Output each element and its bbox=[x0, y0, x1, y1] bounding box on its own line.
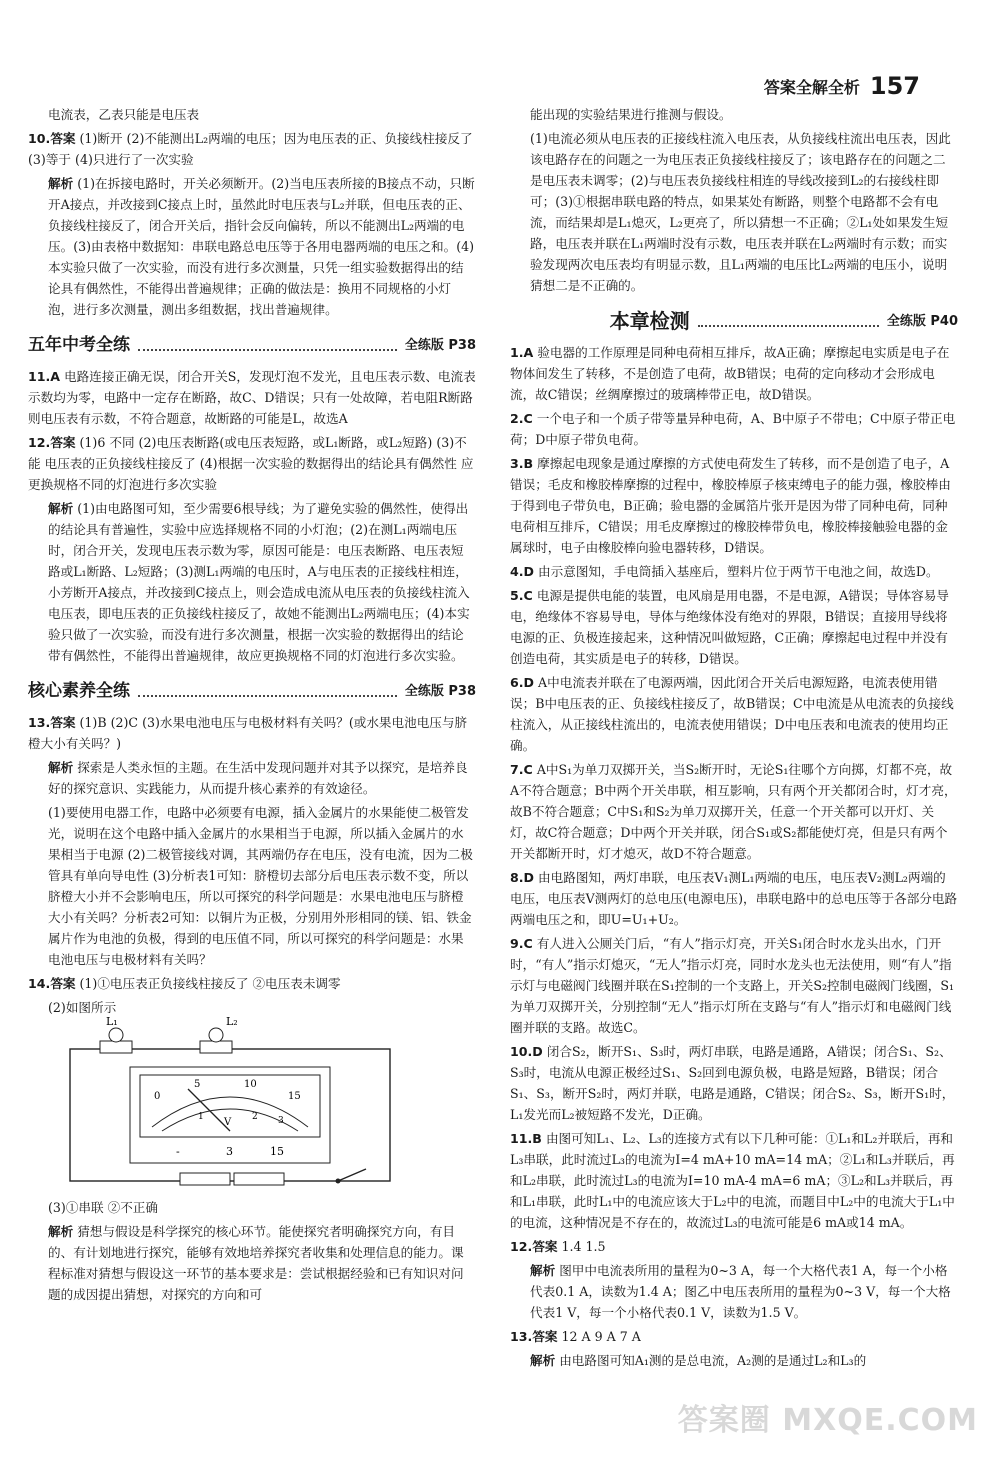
question-number: 12. bbox=[510, 1239, 533, 1254]
section-heading bbox=[28, 676, 476, 706]
explanation-10 bbox=[28, 173, 476, 320]
question-text: 由电路图知，两灯串联，电压表V₁测L₁两端的电压，电压表V₂测L₂两端的电压，电压表V测两灯的总电压(电源电压)，串联电路中的总电压等于各部分电路两端电压之和，即U=U₁+U₂。 bbox=[510, 870, 958, 927]
scale-label: 0 bbox=[154, 1091, 161, 1102]
question-number: 9.C bbox=[510, 936, 533, 951]
explanation-12b bbox=[510, 1260, 958, 1323]
question-10 bbox=[28, 128, 476, 170]
lamp-l2-label: L₂ bbox=[226, 1015, 238, 1028]
scale-label: 5 bbox=[194, 1079, 201, 1090]
answer-part-2: (2)如图所示 bbox=[48, 1000, 117, 1015]
explanation-text: 探索是人类永恒的主题。在生活中发现问题并对其予以探究，是培养良好的探究意识、实践能力，从而提升核心素养的有效途径。 bbox=[48, 760, 468, 796]
explanation-label: 解析 bbox=[530, 1353, 556, 1368]
section-ref: 全练版 P38 bbox=[404, 683, 476, 699]
question-text: 闭合S₂，断开S₁、S₃时，两灯串联，电路是通路，A错误；闭合S₁、S₂、S₃时，电流从电源正极经过S₁、S₂回到电源负极，电路是短路，B错误；闭合S₁、S₃，断开S₂时，两灯并联，电路是通路，C错误；闭合S₂、S₃，断开S₁时，L₁发光而L₂被短路不发光，D正确。 bbox=[510, 1044, 955, 1122]
answer-label: 答案 bbox=[50, 976, 76, 991]
unit-label: V bbox=[224, 1117, 232, 1128]
explanation-text: (1)由电路图可知，至少需要6根导线；为了避免实验的偶然性，使得出的结论具有普遍性，实验中应选择规格不同的小灯泡；(2)在测L₁两端电压时，闭合开关，发现电压表示数为零，原因可能是：电压表断路、电压表短路或L₁断路、L₂短路；(3)测L₁两端的电压时，A与电压表的正接线柱相连，小芳断开A接点，并改接到C接点上，则会造成电流从电压表的负接线柱流入电压表，即电压表的正负接线柱接反了，故她不能测出L₂两端电压；(4)本实验只做了一次实验，而没有进行多次测量，根据一次实验的数据得出的结论带有偶然性，不能得出普遍规律，故应更换规格不同的灯泡进行多次实验。 bbox=[48, 501, 470, 663]
circuit-figure bbox=[48, 1015, 408, 1187]
question-item bbox=[510, 453, 958, 558]
question-number: 8.D bbox=[510, 870, 535, 885]
explanation-12 bbox=[28, 498, 476, 666]
question-number: 13. bbox=[28, 715, 51, 730]
explanation-label: 解析 bbox=[530, 1263, 556, 1278]
header-title: 答案全解全析 bbox=[763, 77, 860, 97]
dotted-leader bbox=[138, 339, 397, 351]
explanation-text: 由电路图可知A₁测的是总电流，A₂测的是通过L₂和L₃的 bbox=[559, 1353, 867, 1368]
question-text: 由图可知L₁、L₂、L₃的连接方式有以下几种可能：①L₁和L₂并联后，再和L₃串联，此时流过L₃的电流为I=4 mA+10 mA=14 mA；②L₁和L₃并联后，再和L₂串联，此时流过L₃的电流为I=10 mA-4 mA=6 mA；③L₂和L₃并联后，再和L₁串联，此时L₁中的电流应该大于L₂中的电流，而题目中L₂中的电流大于L₁中的电流，这种情况是不存在的，故流过L₃的电流可能是6 mA或14 mA。 bbox=[510, 1131, 955, 1230]
question-number: 3.B bbox=[510, 456, 534, 471]
question-item bbox=[510, 561, 958, 582]
explanation-text: (1)在拆接电路时，开关必须断开。(2)当电压表所接的B接点不动，只断开A接点，并改接到C接点上时，虽然此时电压表与L₂并联，但电压表的正、负接线柱接反了，闭合开关后，指针会反向偏转，所以不能测出L₂两端的电压。(3)由表格中数据知：串联电路总电压等于各用电器两端的电压之和。(4)本实验只做了一次实验，而没有进行多次测量，只凭一组实验数据得出的结论具有偶然性，不能得出普遍规律；正确的做法是：换用不同规格的小灯泡，进行多次测量，测出多组数据，找出普遍规律。 bbox=[48, 176, 475, 317]
question-number: 10.D bbox=[510, 1044, 543, 1059]
dotted-leader bbox=[698, 315, 879, 327]
question-text: A中S₁为单刀双掷开关，当S₂断开时，无论S₁往哪个方向掷，灯都不亮，故A不符合题意；B中两个开关串联，相互影响，只有两个开关都闭合时，灯才亮，故B不符合题意；C中S₁和S₂为单刀双掷开关，任意一个开关都可以开灯、关灯，故C符合题意；D中两个开关并联，闭合S₁或S₂都能使灯亮，但是只有两个开关都断开时，灯才熄灭，故D不符合题意。 bbox=[510, 762, 957, 861]
question-item bbox=[510, 585, 958, 669]
answer-part-3: (3)①串联 ②不正确 bbox=[48, 1200, 158, 1215]
lamp-l1 bbox=[100, 1015, 132, 1053]
question-item bbox=[510, 867, 958, 930]
terminal-label: 15 bbox=[270, 1145, 284, 1158]
answer-text: (1)①电压表正负接线柱接反了 ②电压表未调零 bbox=[79, 976, 341, 991]
scale-label: 2 bbox=[252, 1112, 258, 1122]
question-item bbox=[510, 759, 958, 864]
question-item bbox=[510, 672, 958, 756]
explanation-label: 解析 bbox=[48, 1224, 74, 1239]
scale-label: 10 bbox=[244, 1079, 257, 1090]
question-text: A中电流表并联在了电源两端，因此闭合开关后电源短路，电流表使用错误；B中电压表的正、负接线柱接反了，故B错误；C中电流是从电流表的负接线柱流入，从正接线柱流出的，电流表使用错误；D中电压表和电流表的使用均正确。 bbox=[510, 675, 954, 753]
dotted-leader bbox=[138, 685, 397, 697]
explanation-13 bbox=[28, 757, 476, 799]
continued-text: 能出现的实验结果进行推测与假设。 bbox=[530, 107, 732, 122]
explanation-13-detail: (1)要使用电器工作，电路中必须要有电源，插入金属片的水果能使二极管发光，说明在这个电路中插入金属片的水果相当于电源，所以插入金属片的水果相当于电源 (2)二极管接线对调，其两端仍存在电压，没有电流，因为二极管具有单向导电性 (3)分析表1可知：脐橙切去部分后电压表示数不变，所以脐橙大小并不会影响电压，所以可探究的科学问题是：水果电池电压与脐橙大小有关吗？分析表2可知：以铜片为正极，分别用外形相同的镁、铝、铁金属片作为电池的负极，得到的电压值不同，所以可探究的科学问题是：水果电池电压与电极材料有关吗？ bbox=[48, 805, 473, 967]
left-column bbox=[28, 104, 476, 1308]
question-number: 13. bbox=[510, 1329, 533, 1344]
page-number: 157 bbox=[869, 72, 920, 100]
question-13-answer bbox=[510, 1326, 958, 1347]
battery bbox=[180, 1173, 284, 1185]
question-number: 4.D bbox=[510, 564, 535, 579]
answer-text: 12 A 9 A 7 A bbox=[561, 1329, 641, 1344]
section-title: 五年中考全练 bbox=[28, 334, 130, 355]
answer-label: 答案 bbox=[532, 1239, 558, 1254]
question-number: 7.C bbox=[510, 762, 533, 777]
lamp-l1-label: L₁ bbox=[106, 1015, 118, 1028]
intro-text: 电流表，乙表只能是电压表 bbox=[48, 107, 200, 122]
question-number: 1.A bbox=[510, 345, 534, 360]
section-ref: 全练版 P40 bbox=[886, 313, 958, 329]
question-item bbox=[510, 1128, 958, 1233]
question-12 bbox=[28, 432, 476, 495]
scale-label: 15 bbox=[288, 1091, 301, 1102]
explanation-text: 猜想与假设是科学探究的核心环节。能使探究者明确探究方向，有目的、有计划地进行探究，能够有效地培养探究者收集和处理信息的能力。课程标准对猜想与假设这一环节的基本要求是：尝试根据经验和已有知识对问题的成因提出猜想，对探究的方向和可 bbox=[48, 1224, 464, 1302]
question-item bbox=[510, 342, 958, 405]
terminal-label: 3 bbox=[226, 1145, 233, 1158]
continued-text: (1)电流必须从电压表的正接线柱流入电压表，从负接线柱流出电压表，因此该电路存在的问题之一为电压表正负接线柱接反了；该电路存在的问题之二是电压表未调零；(2)与电压表负接线柱相连的导线改接到L₂的右接线柱即可；(3)①根据串联电路的特点，如果某处有断路，则整个电路都不会有电流，而结果却是L₁熄灭，L₂更亮了，所以猜想一不正确；②L₁处如果发生短路，电压表并联在L₁两端时没有示数，电压表并联在L₂两端时有示数；而实验发现两次电压表均有明显示数，且L₁两端的电压比L₂两端的电压小，说明猜想二是不正确的。 bbox=[530, 131, 951, 293]
lamp-l2 bbox=[200, 1015, 238, 1053]
question-text: 由示意图知，手电筒插入基座后，塑料片位于两节干电池之间，故选D。 bbox=[538, 564, 939, 579]
question-number: 2.C bbox=[510, 411, 533, 426]
question-text: 有人进入公厕关门后，“有人”指示灯亮，开关S₁闭合时水龙头出水，门开时，“有人”指示灯熄灭，“无人”指示灯亮，同时水龙头也无法使用，则“有人”指示灯与电磁阀门线圈并联在S₁控制的一个支路上，开关S₂控制电磁阀门线圈，S₁为单刀双掷开关，分别控制“无人”指示灯所在支路与“有人”指示灯和电磁阀门线圈并联的支路。故选C。 bbox=[510, 936, 955, 1035]
question-number: 6.D bbox=[510, 675, 535, 690]
explanation-13b bbox=[510, 1350, 958, 1371]
section-ref: 全练版 P38 bbox=[404, 337, 476, 353]
scale-label: 3 bbox=[278, 1116, 284, 1126]
answer-text: 1.4 1.5 bbox=[561, 1239, 606, 1254]
section-heading bbox=[28, 330, 476, 360]
explanation-14 bbox=[28, 1221, 476, 1305]
explanation-label: 解析 bbox=[48, 501, 74, 516]
question-number: 14. bbox=[28, 976, 51, 991]
question-item bbox=[510, 408, 958, 450]
question-number: 11.B bbox=[510, 1131, 542, 1146]
question-number: 12. bbox=[28, 435, 51, 450]
answer-label: 答案 bbox=[50, 435, 76, 450]
answer-label: 答案 bbox=[50, 131, 76, 146]
question-text: 一个电子和一个质子带等量异种电荷，A、B中原子不带电；C中原子带正电荷；D中原子带负电荷。 bbox=[510, 411, 956, 447]
answer-text: (1)6 不同 (2)电压表断路(或电压表短路，或L₁断路，或L₂短路) (3)不能 电压表的正负接线柱接反了 (4)根据一次实验的数据得出的结论具有偶然性 应更换规格不同的灯泡进行多次实验 bbox=[28, 435, 474, 492]
question-number: 5.C bbox=[510, 588, 533, 603]
question-item bbox=[510, 1041, 958, 1125]
question-number: 10. bbox=[28, 131, 51, 146]
voltmeter bbox=[130, 1067, 330, 1163]
question-11 bbox=[28, 366, 476, 429]
section-title: 核心素养全练 bbox=[28, 680, 130, 701]
terminal-label: - bbox=[176, 1145, 180, 1158]
answer-text: (1)断开 (2)不能测出L₂两端的电压；因为电压表的正、负接线柱接反了 (3)等于 (4)只进行了一次实验 bbox=[28, 131, 473, 167]
question-13 bbox=[28, 712, 476, 754]
answer-label: 答案 bbox=[532, 1329, 558, 1344]
question-text: 电路连接正确无误，闭合开关S，发现灯泡不发光，且电压表示数、电流表示数均为零，电路中一定存在断路，故C、D错误；只有一处故障，若电阻R断路则电压表有示数，不符合题意，故断路的可能是L，故选A bbox=[28, 369, 476, 426]
explanation-text: 图甲中电流表所用的量程为0~3 A，每一个大格代表1 A，每一个小格代表0.1 A，读数为1.4 A；图乙中电压表所用的量程为0~3 V，每一个大格代表1 V，每一个小格代表0.1 V，读数为1.5 V。 bbox=[530, 1263, 951, 1320]
answer-label: 答案 bbox=[50, 715, 76, 730]
question-12-answer bbox=[510, 1236, 958, 1257]
answer-text: (1)B (2)C (3)水果电池电压与电极材料有关吗？(或水果电池电压与脐橙大小有关吗？) bbox=[28, 715, 468, 751]
right-column bbox=[510, 104, 958, 1374]
page-header bbox=[764, 72, 920, 100]
question-text: 验电器的工作原理是同种电荷相互排斥，故A正确；摩擦起电实质是电子在物体间发生了转移，不是创造了电荷，故B错误；电荷的定向移动才会形成电流，故C错误；丝绸摩擦过的玻璃棒带正电，故D错误。 bbox=[510, 345, 950, 402]
question-14 bbox=[28, 973, 476, 994]
question-text: 电源是提供电能的装置，电风扇是用电器，不是电源，A错误；导体容易导电，绝缘体不容易导电，导体与绝缘体没有绝对的界限，B错误；直接用导线将电源的正、负极连接起来，这种情况叫做短路，C正确；摩擦起电过程中并没有创造电荷，其实质是电子的转移，D错误。 bbox=[510, 588, 949, 666]
explanation-label: 解析 bbox=[48, 176, 74, 191]
explanation-label: 解析 bbox=[48, 760, 74, 775]
section-title: 本章检测 bbox=[609, 308, 690, 333]
watermark: 答案圈 MXQE.COM bbox=[677, 1403, 978, 1438]
question-number: 11.A bbox=[28, 369, 61, 384]
question-text: 摩擦起电现象是通过摩擦的方式使电荷发生了转移，而不是创造了电子，A错误；毛皮和橡胶棒摩擦的过程中，橡胶棒原子核束缚电子的能力强，橡胶棒由于得到电子带负电，B正确；验电器的金属箔片张开是因为带了同种电荷，同种电荷相互排斥，C错误；用毛皮摩擦过的橡胶棒带负电，橡胶棒接触验电器的金属球时，电子由橡胶棒向验电器转移，D错误。 bbox=[510, 456, 951, 555]
scale-label: 1 bbox=[198, 1112, 204, 1122]
section-heading bbox=[510, 306, 958, 336]
question-item bbox=[510, 933, 958, 1038]
